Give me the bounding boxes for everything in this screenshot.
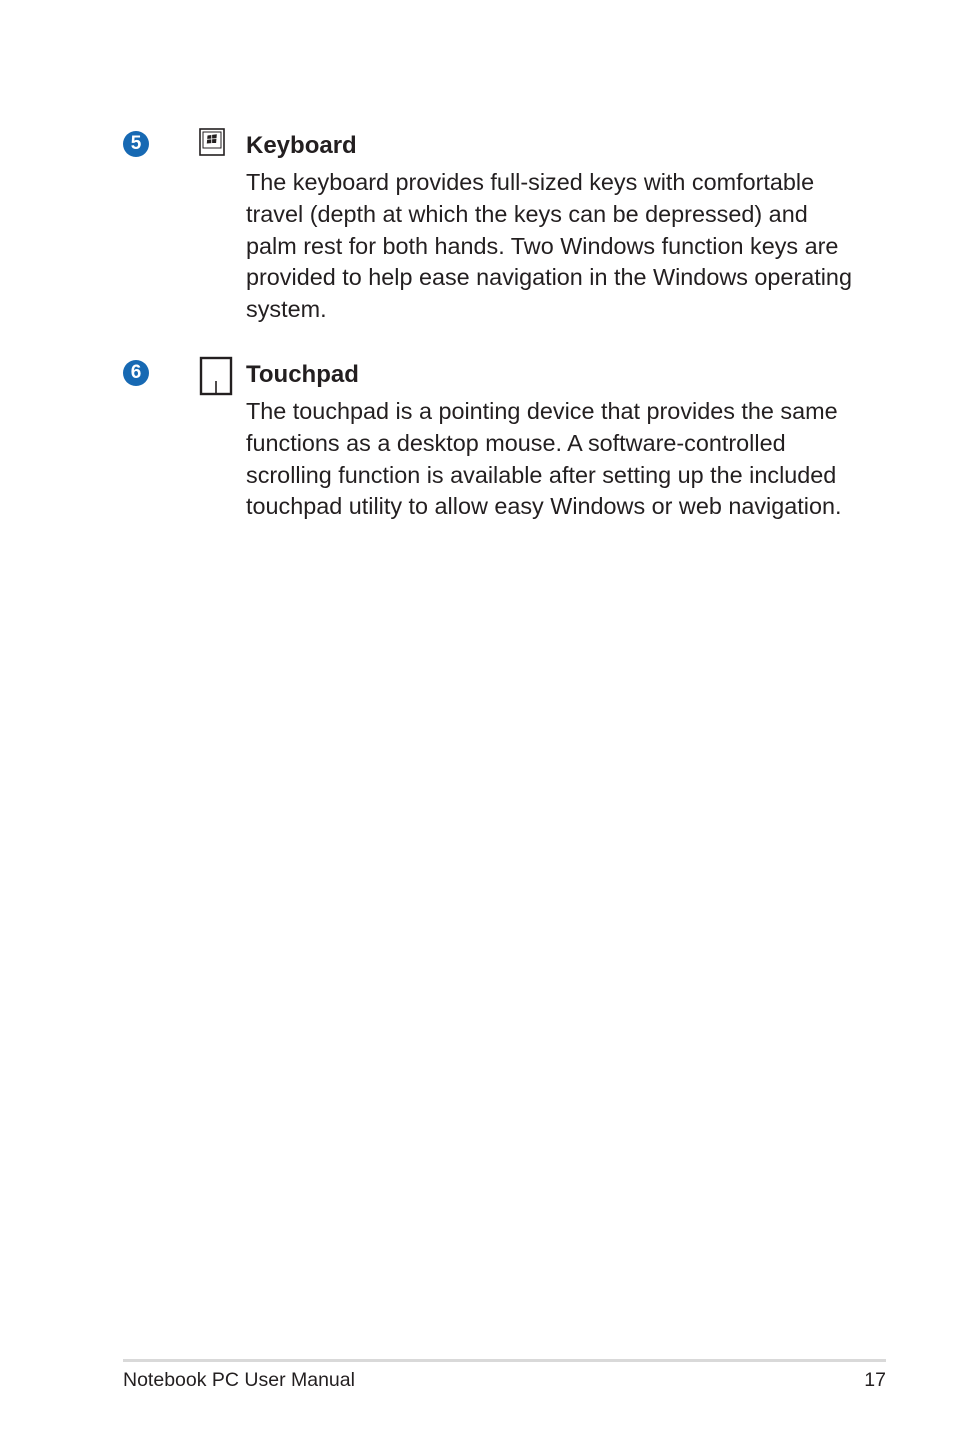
touchpad-description-line: touchpad utility to allow easy Windows or web navigation. <box>246 493 842 520</box>
keyboard-description-line: system. <box>246 296 327 323</box>
touchpad-description-line: scrolling function is available after setting up the included <box>246 461 837 488</box>
touchpad-heading: Touchpad <box>246 361 359 388</box>
keyboard-windows-key-icon <box>199 128 225 161</box>
touchpad-icon <box>199 356 233 401</box>
touchpad-description-line: The touchpad is a pointing device that provides the same <box>246 398 838 424</box>
page-number: 17 <box>864 1369 886 1391</box>
callout-number-badge: 5 <box>123 131 149 157</box>
callout-number-badge: 6 <box>123 360 149 386</box>
footer-divider <box>123 1359 886 1362</box>
keyboard-description-line: palm rest for both hands. Two Windows function keys are <box>246 232 839 259</box>
keyboard-heading: Keyboard <box>246 132 357 159</box>
footer-manual-title: Notebook PC User Manual <box>123 1369 355 1391</box>
keyboard-description-line: travel (depth at which the keys can be depressed) and <box>246 200 808 227</box>
touchpad-description <box>246 396 886 523</box>
keyboard-description <box>246 167 886 326</box>
keyboard-description-line: The keyboard provides full-sized keys with comfortable <box>246 169 815 195</box>
touchpad-description-line: functions as a desktop mouse. A software-controlled <box>246 429 786 456</box>
keyboard-description-line: provided to help ease navigation in the Windows operating <box>246 264 852 291</box>
